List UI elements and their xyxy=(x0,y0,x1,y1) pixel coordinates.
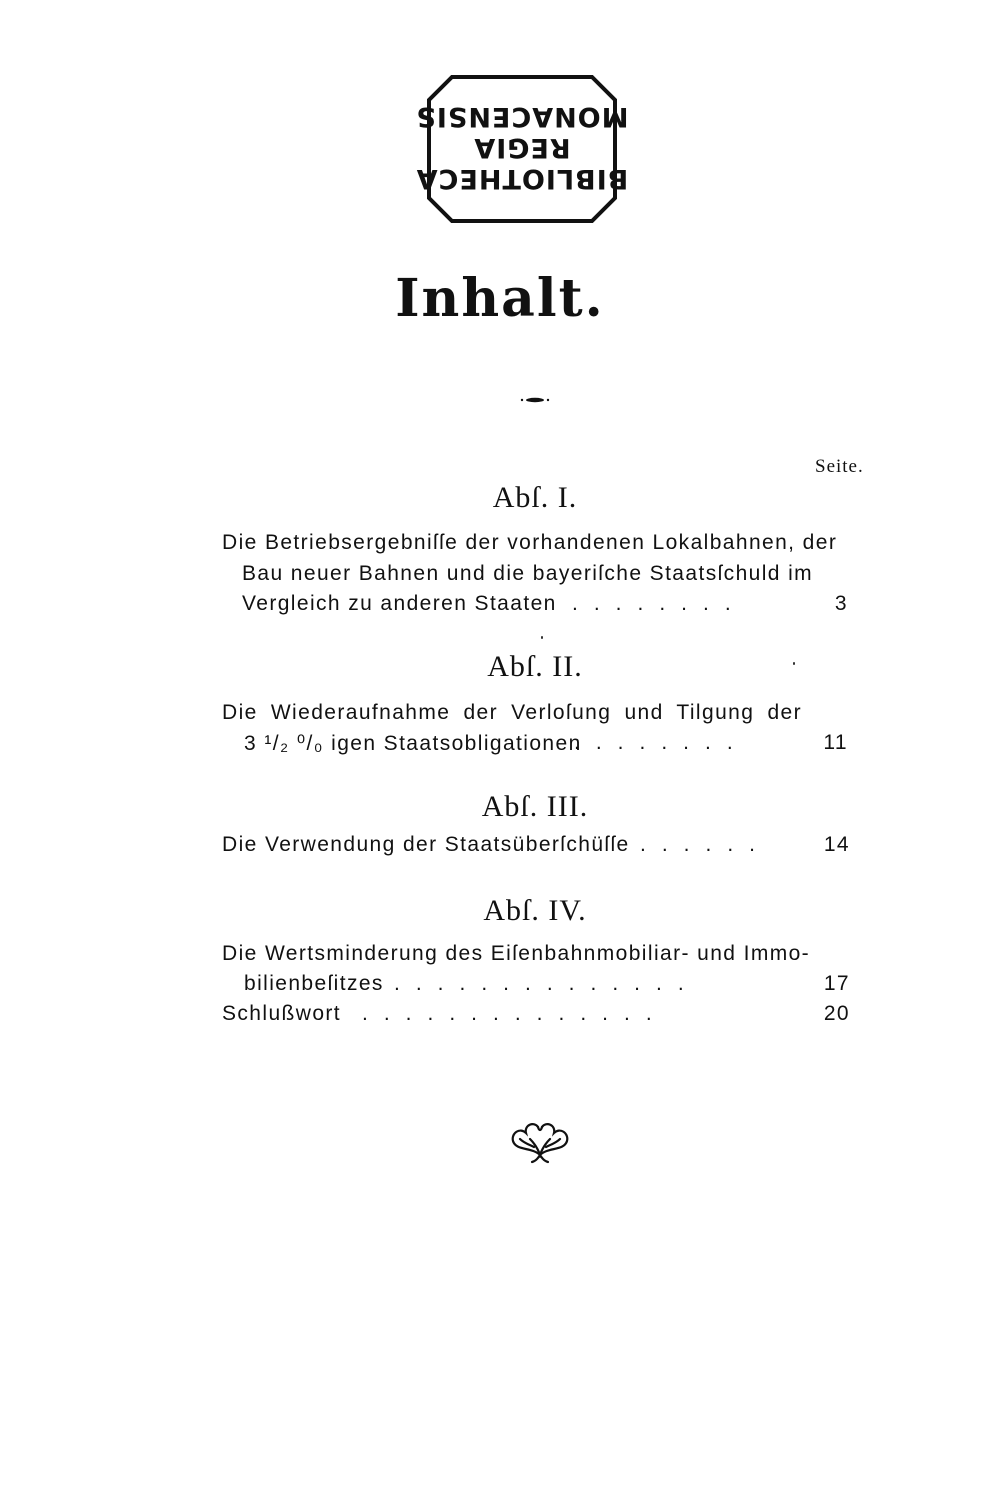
section-heading-2: Abſ. II. xyxy=(487,650,583,683)
toc-entry-4-page: 17 xyxy=(823,972,850,995)
toc-entry-2-line-1: Die Wiederaufnahme der Verloſung und Tilgung der xyxy=(222,701,802,724)
toc-entry-4-text: bilienbeſitzes xyxy=(244,972,384,995)
dot-leader: .............. xyxy=(394,972,700,995)
toc-closing-page: 20 xyxy=(823,1002,850,1025)
toc-entry-closing xyxy=(222,1002,850,1032)
stamp-text xyxy=(415,74,629,224)
section-heading-1: Abſ. I. xyxy=(492,481,578,514)
dot-leader: ........ xyxy=(574,731,749,754)
dot-leader: .............. xyxy=(362,1002,668,1025)
toc-entry-1-line-2: Bau neuer Bahnen und die bayeriſche Staatsſchuld im xyxy=(242,562,814,585)
library-stamp xyxy=(415,74,629,224)
toc-entry-1-line-3 xyxy=(242,592,848,622)
toc-entry-2-line-2 xyxy=(244,731,848,761)
stamp-line-3: MONACENSIS xyxy=(415,101,629,133)
ornament-dash xyxy=(519,396,551,404)
toc-entry-1-line-1: Die Betriebsergebniſſe der vorhandenen Lokalbahnen, der xyxy=(222,531,838,554)
toc-entry-4-line-2 xyxy=(244,972,850,1002)
toc-entry-3-line-1 xyxy=(222,833,850,863)
toc-entry-2-page: 11 xyxy=(823,731,848,754)
scan-speck xyxy=(793,662,795,665)
section-heading-3: Abſ. III. xyxy=(481,790,589,823)
scan-speck xyxy=(541,636,543,639)
section-heading-4: Abſ. IV. xyxy=(483,894,587,927)
toc-entry-3-text: Die Verwendung der Staatsüberſchüſſe xyxy=(222,833,630,856)
toc-entry-1-text: Vergleich zu anderen Staaten xyxy=(242,592,557,615)
toc-entry-4-line-1: Die Wertsminderung des Eiſenbahnmobiliar- und Immo- xyxy=(222,942,811,965)
toc-entry-3-page: 14 xyxy=(823,833,850,856)
stamp-line-2: REGIA xyxy=(473,132,571,164)
stamp-line-1: BIBLIOTHECA xyxy=(415,163,629,195)
fleuron-ornament-icon xyxy=(508,1117,572,1165)
toc-closing-text: Schlußwort xyxy=(222,1002,342,1025)
page-column-label: Seite. xyxy=(815,456,864,477)
page-title: Inhalt. xyxy=(395,268,605,329)
toc-entry-1-page: 3 xyxy=(834,592,848,615)
dot-leader: ...... xyxy=(640,833,772,856)
dot-leader: ........ xyxy=(572,592,747,615)
toc-entry-2-text: 3 ¹/₂ ⁰/₀ igen Staatsobligationen xyxy=(244,732,582,755)
